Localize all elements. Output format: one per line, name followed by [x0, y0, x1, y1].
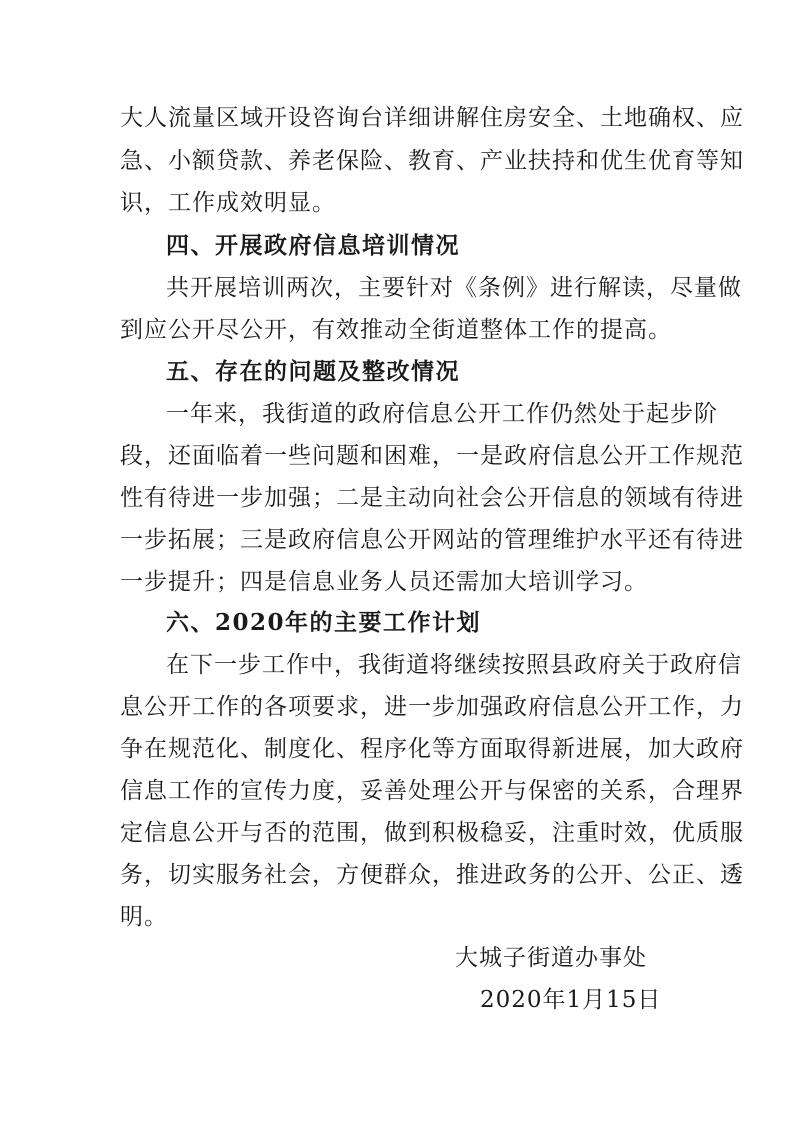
paragraph-line: 定信息公开与否的范围，做到积极稳妥，注重时效，优质服: [120, 820, 744, 846]
paragraph-line: 务，切实服务社会，方便群众，推进政务的公开、公正、透: [120, 862, 744, 888]
paragraph-line: 明。: [120, 904, 168, 930]
paragraph-line: 一年来，我街道的政府信息公开工作仍然处于起步阶: [166, 401, 718, 427]
paragraph-line: 争在规范化、制度化、程序化等方面取得新进展，加大政府: [120, 736, 744, 762]
paragraph-line: 一步拓展；三是政府信息公开网站的管理维护水平还有待进: [120, 527, 744, 553]
signature-organization: 大城子街道办事处: [455, 945, 647, 971]
paragraph-line: 在下一步工作中，我街道将继续按照县政府关于政府信: [166, 652, 742, 678]
paragraph-line: 信息工作的宣传力度，妥善处理公开与保密的关系，合理界: [120, 778, 744, 804]
section-heading: 六、2020年的主要工作计划: [166, 609, 482, 636]
paragraph-line: 到应公开尽公开，有效推动全街道整体工作的提高。: [120, 317, 672, 343]
paragraph-line: 共开展培训两次，主要针对《条例》进行解读，尽量做: [166, 275, 742, 301]
paragraph-line: 急、小额贷款、养老保险、教育、产业扶持和优生优育等知: [120, 148, 744, 174]
paragraph-line: 性有待进一步加强；二是主动向社会公开信息的领域有待进: [120, 485, 744, 511]
paragraph-line: 一步提升；四是信息业务人员还需加大培训学习。: [120, 569, 648, 595]
paragraph-line: 识，工作成效明显。: [120, 190, 336, 216]
paragraph-line: 段，还面临着一些问题和困难，一是政府信息公开工作规范: [120, 443, 744, 469]
signature-date: 2020年1月15日: [480, 987, 662, 1013]
section-heading: 四、开展政府信息培训情况: [166, 232, 460, 259]
section-heading: 五、存在的问题及整改情况: [166, 358, 460, 385]
paragraph-line: 息公开工作的各项要求，进一步加强政府信息公开工作，力: [120, 694, 744, 720]
paragraph-line: 大人流量区域开设咨询台详细讲解住房安全、土地确权、应: [120, 105, 744, 131]
